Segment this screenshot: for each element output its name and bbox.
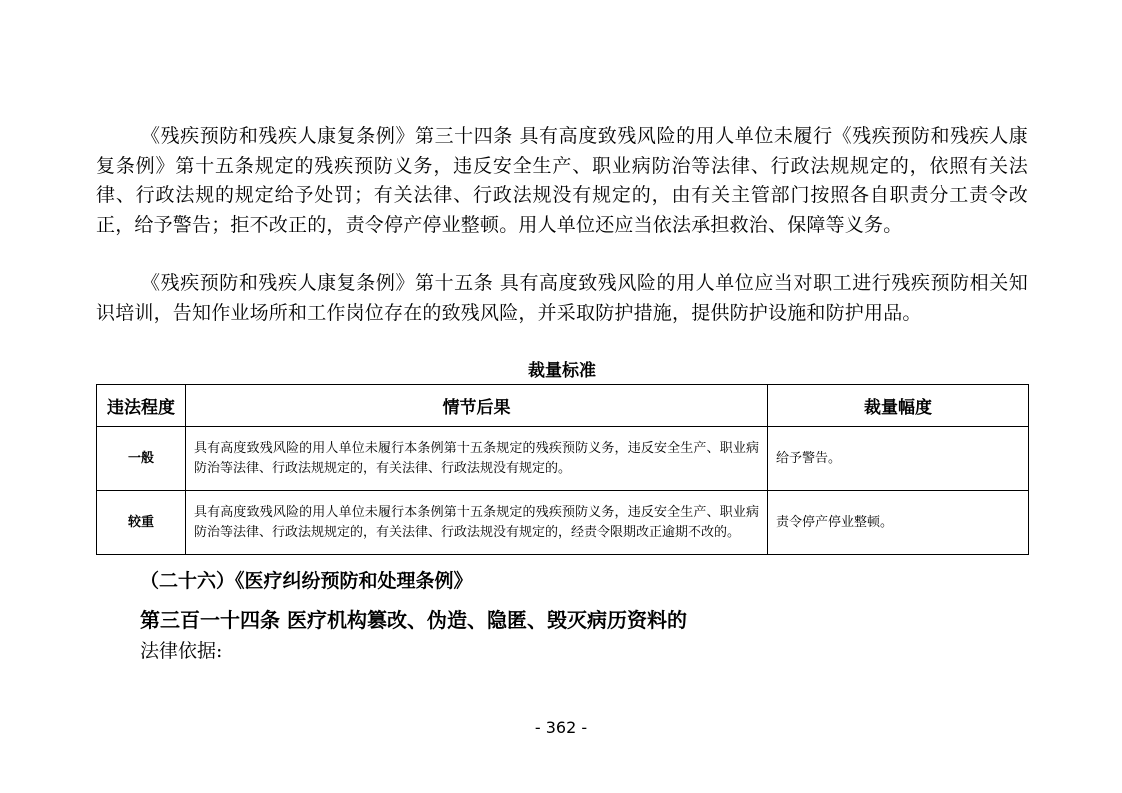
section-heading: （二十六）《医疗纠纷预防和处理条例》 <box>140 570 473 592</box>
regulation-paragraph-article-34: 《残疾预防和残疾人康复条例》第三十四条 具有高度致残风险的用人单位未履行《残疾预防和残疾人康复条例》第十五条规定的残疾预防义务，违反安全生产、职业病防治等法律、行政法规规定的，依照有关法律、行政法规的规定给予处罚；有关法律、行政法规没有规定的，由有关主管部门按照各自职责分工责令改正，给予警告；拒不改正的，责令停产停业整顿。用人单位还应当依法承担救治、保障等义务。 <box>96 125 1028 236</box>
row-level: 一般 <box>97 427 186 491</box>
header-violation-degree: 违法程度 <box>97 385 186 427</box>
row-circumstance: 具有高度致残风险的用人单位未履行本条例第十五条规定的残疾预防义务，违反安全生产、职业病防治等法律、行政法规规定的，有关法律、行政法规没有规定的。 <box>186 427 768 491</box>
header-circumstance: 情节后果 <box>186 385 768 427</box>
article-heading: 第三百一十四条 医疗机构篡改、伪造、隐匿、毁灭病历资料的 <box>140 608 687 632</box>
row-circumstance: 具有高度致残风险的用人单位未履行本条例第十五条规定的残疾预防义务，违反安全生产、职业病防治等法律、行政法规规定的，有关法律、行政法规没有规定的，经责令限期改正逾期不改的。 <box>186 491 768 555</box>
row-penalty: 给予警告。 <box>768 427 1029 491</box>
legal-basis-label: 法律依据: <box>140 640 223 662</box>
table-header-row <box>97 385 1029 427</box>
discretion-standard-table <box>96 384 1029 555</box>
regulation-paragraph-article-15: 《残疾预防和残疾人康复条例》第十五条 具有高度致残风险的用人单位应当对职工进行残疾预防相关知识培训，告知作业场所和工作岗位存在的致残风险，并采取防护措施，提供防护设施和防护用品。 <box>96 272 1028 324</box>
row-level: 较重 <box>97 491 186 555</box>
row-penalty: 责令停产停业整顿。 <box>768 491 1029 555</box>
table-row <box>97 491 1029 555</box>
page-number: - 362 - <box>534 718 588 737</box>
header-penalty-range: 裁量幅度 <box>768 385 1029 427</box>
table-row <box>97 427 1029 491</box>
table-caption: 裁量标准 <box>528 361 596 381</box>
